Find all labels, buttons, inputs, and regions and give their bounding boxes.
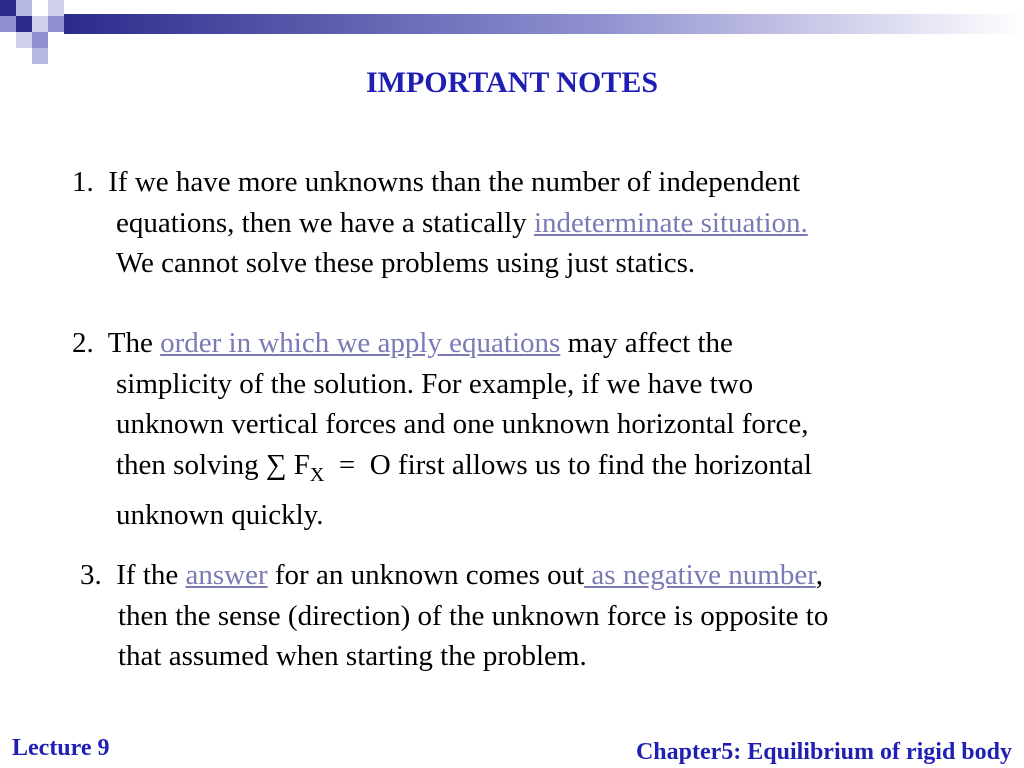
note-2-line1-post: may affect the <box>567 327 733 359</box>
indeterminate-situation-link[interactable]: indeterminate situation. <box>533 206 808 239</box>
note-3 <box>80 555 828 677</box>
note-3-line3: that assumed when starting the problem. <box>118 640 587 672</box>
note-1-line3: We cannot solve these problems using just statics. <box>116 247 696 279</box>
slide-title: IMPORTANT NOTES <box>365 66 659 99</box>
note-1-line2-text: equations, then we have a statically <box>116 206 527 239</box>
force-symbol: F <box>293 448 310 481</box>
note-3-line1-post: , <box>815 559 823 591</box>
equals-sign: = <box>338 448 356 481</box>
note-3-line2: then the sense (direction) of the unknown force is opposite to <box>118 599 829 632</box>
note-2-line4-post: O first allows us to find the horizontal <box>369 448 812 481</box>
header-decoration <box>0 0 1024 64</box>
note-2 <box>72 323 812 535</box>
note-2-number: 2. <box>72 327 94 359</box>
note-2-line1-pre: The <box>107 327 153 359</box>
note-1-number: 1. <box>72 166 94 198</box>
note-3-line1-pre: If the <box>116 559 179 591</box>
note-2-line5: unknown quickly. <box>116 498 324 531</box>
answer-link[interactable]: answer <box>185 559 268 591</box>
order-of-equations-link[interactable]: order in which we apply equations <box>160 327 561 359</box>
note-1-line1: If we have more unknowns than the number of independent <box>108 166 801 198</box>
note-1 <box>72 162 808 284</box>
negative-number-link[interactable]: as negative number <box>584 559 816 591</box>
footer-chapter: Chapter5: Equilibrium of rigid body <box>635 739 1012 765</box>
sum-symbol: ∑ <box>265 448 287 481</box>
note-3-number: 3. <box>80 559 102 591</box>
footer-lecture: Lecture 9 <box>12 735 110 761</box>
note-2-line4-pre: then solving <box>116 448 259 481</box>
note-2-line2: simplicity of the solution. For example, if we have two <box>116 367 754 400</box>
force-subscript: X <box>309 463 325 486</box>
note-2-line3: unknown vertical forces and one unknown horizontal force, <box>116 408 809 440</box>
note-3-line1-mid: for an unknown comes out <box>274 559 585 591</box>
